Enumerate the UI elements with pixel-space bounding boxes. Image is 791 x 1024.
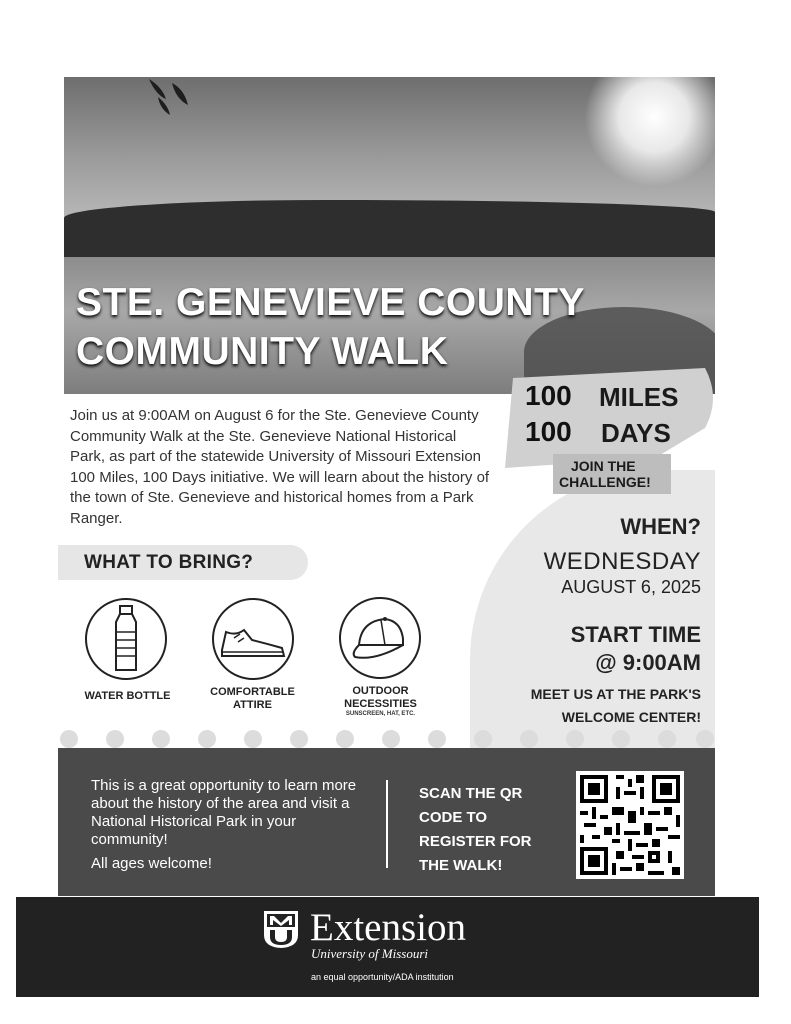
- opportunity-text: This is a great opportunity to learn more about the history of the area and visit a National Historical Park in your community!: [91, 777, 357, 848]
- start-time-label: START TIME: [570, 622, 701, 647]
- all-ages-text: All ages welcome!: [91, 855, 212, 872]
- comfortable-attire-label: [195, 686, 310, 712]
- when-panel: [470, 470, 715, 750]
- extension-wordmark: Extension: [310, 906, 466, 949]
- attire-line-2: ATTIRE: [233, 699, 272, 711]
- scan-line-3: REGISTER FOR: [419, 833, 532, 850]
- badge-join: JOIN THE: [571, 458, 636, 474]
- event-title: [76, 278, 585, 376]
- challenge-badge: [505, 368, 717, 498]
- equal-opportunity-note: an equal opportunity/ADA institution: [311, 972, 454, 982]
- start-time-value: @ 9:00AM: [595, 650, 701, 675]
- title-line-1: STE. GENEVIEVE COUNTY: [76, 281, 585, 324]
- sneaker-icon: [212, 598, 294, 680]
- outdoor-line-1: OUTDOOR: [352, 685, 409, 697]
- what-to-bring-heading: [58, 545, 308, 580]
- water-bottle-label: WATER BOTTLE: [84, 690, 171, 702]
- badge-miles: MILES: [599, 382, 679, 412]
- outdoor-line-2: NECESSITIES: [344, 698, 417, 710]
- vertical-divider: [386, 780, 388, 868]
- scan-qr-text: [419, 782, 532, 878]
- scan-line-1: SCAN THE QR: [419, 785, 523, 802]
- scan-line-2: CODE TO: [419, 809, 488, 826]
- cap-icon: [339, 597, 421, 679]
- mu-logo-icon: [262, 909, 300, 949]
- when-heading: WHEN?: [620, 514, 701, 539]
- badge-number-2: 100: [525, 416, 572, 447]
- distant-hills: [64, 200, 715, 260]
- badge-challenge: CHALLENGE!: [559, 474, 651, 490]
- scallop-divider: [58, 728, 715, 750]
- attire-line-1: COMFORTABLE: [210, 686, 295, 698]
- water-bottle-icon: [85, 598, 167, 680]
- when-date: AUGUST 6, 2025: [561, 577, 701, 597]
- title-line-2: COMMUNITY WALK: [76, 330, 449, 373]
- outdoor-necessities-label: [323, 685, 438, 711]
- badge-number-1: 100: [525, 380, 572, 411]
- meet-line-2: WELCOME CENTER!: [561, 709, 701, 725]
- when-day: WEDNESDAY: [543, 548, 701, 575]
- leaves-icon: [144, 77, 194, 117]
- outdoor-sub-label: SUNSCREEN, HAT, ETC.: [345, 711, 416, 717]
- qr-code-icon[interactable]: [576, 771, 684, 879]
- scan-line-4: THE WALK!: [419, 857, 503, 874]
- intro-paragraph: Join us at 9:00AM on August 6 for the Ste. Genevieve County Community Walk at the Ste. Genevieve National Historical Park, as part of the statewide University of Missouri Extension 100 Miles, 100 Days initiative. We will learn about the history of the town of Ste. Genevieve and historical homes from a Park Ranger.: [70, 407, 490, 527]
- university-name: University of Missouri: [311, 946, 428, 961]
- what-to-bring-label: WHAT TO BRING?: [84, 552, 254, 573]
- sun-glow: [584, 77, 715, 187]
- badge-days: DAYS: [601, 418, 671, 448]
- meet-line-1: MEET US AT THE PARK'S: [530, 686, 701, 702]
